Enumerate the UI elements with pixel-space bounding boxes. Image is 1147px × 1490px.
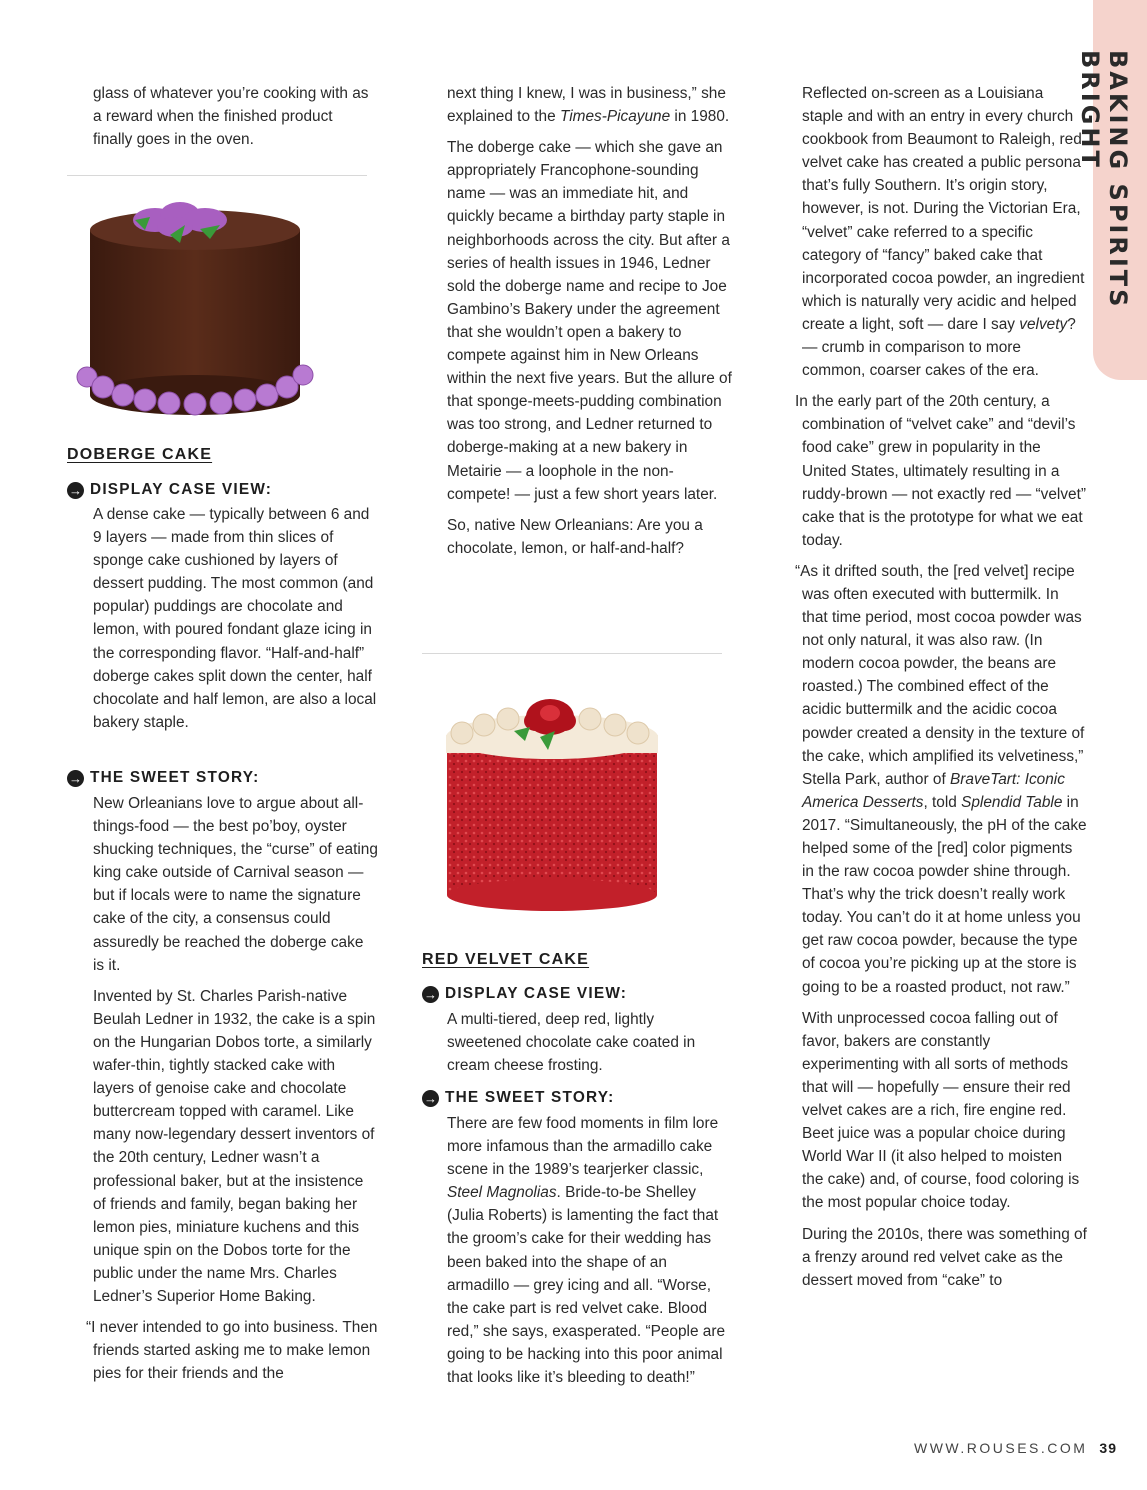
red-velvet-display-heading-label: DISPLAY CASE VIEW: <box>445 985 628 1002</box>
arrow-right-icon: → <box>69 770 82 786</box>
column-3 <box>795 82 1087 1300</box>
doberge-display-heading <box>67 481 272 499</box>
col2-paragraph-1: next thing I knew, I was in business,” she explained to the Times-Picayune in 1980. <box>447 85 730 126</box>
doberge-cake-title: DOBERGE CAKE <box>67 446 213 463</box>
column-2-top <box>447 82 732 568</box>
doberge-story-text <box>86 792 378 1393</box>
arrow-right-icon: → <box>424 1090 437 1106</box>
intro-paragraph: glass of whatever you’re cooking with as a reward when the finished product finally goes in the oven. <box>93 85 369 149</box>
doberge-story-paragraph-1: New Orleanians love to argue about all-things-food — the best po’boy, oyster shucking techniques, the “curse” of eating king cake outside of Carnival season — but if locals were to name the signature cake of the city, a consensus could assuredly be reached the doberge cake is it. <box>93 795 378 974</box>
red-velvet-cake-illustration <box>440 695 665 920</box>
col3-paragraph-5: During the 2010s, there was something of a frenzy around red velvet cake as the dessert moved from “cake” to <box>802 1225 1087 1289</box>
col3-paragraph-1: Reflected on-screen as a Louisiana staple and with an entry in every church cookbook from Beaumont to Raleigh, red velvet cake has created a public persona that’s fully Southern. It’s origin story, however, is not. During the Victorian Era, “velvet” cake referred to a specific category of “fancy” baked cake that incorporated cocoa powder, an ingredient which is naturally very acidic and helped create a light, soft — dare I say velvety? — crumb in comparison to more common, coarser cakes of the era. <box>802 85 1085 380</box>
divider <box>67 175 367 176</box>
arrow-right-icon: → <box>424 986 437 1002</box>
page-number: 39 <box>1099 1440 1117 1456</box>
col2-paragraph-2: The doberge cake — which she gave an appropriately Francophone-sounding name — was an immediate hit, and quickly became a birthday party staple in neighborhoods across the city. But after a series of health issues in 1946, Ledner sold the doberge name and recipe to Joe Gambino’s Bakery under the agreement that she wouldn’t open a bakery to compete against him in New Orleans within the next five years. But the allure of that sponge-meets-pudding combination was too strong, and Ledner returned to doberge-making at a new bakery in Metairie — a loophole in the non-compete! — just a few short years later. <box>447 139 732 503</box>
column-1-intro <box>67 82 372 159</box>
col3-paragraph-2: In the early part of the 20th century, a combination of “velvet cake” and “devil’s food cake” grew in popularity in the United States, ultimately resulting in a ruddy-brown — not exactly red — “velvet” cake that is the prototype for what we eat today. <box>795 393 1086 549</box>
section-tab-label: BAKING SPIRITS BRIGHT <box>1076 50 1132 310</box>
col3-paragraph-3: “As it drifted south, the [red velvet] recipe was often executed with buttermilk. In that time period, most cocoa powder was not only natural, it was also raw. (In modern cocoa powder, the beans are roasted.) The combined effect of the acidic buttermilk and the acidic cocoa powder created a density in the texture of the cake, which amplified its velvetiness,” Stella Park, author of BraveTart: Iconic America Desserts, told Splendid Table in 2017. “Simultaneously, the pH of the cake helped some of the [red] color pigments in the raw cocoa powder shine through. That’s why the trick doesn’t really work today. You can’t do it at home unless you get raw cocoa powder, because the type of cocoa you’re picking up at the store is going to be a roasted product, not raw.” <box>795 562 1087 996</box>
page-footer <box>914 1440 1117 1456</box>
footer-site: WWW.ROUSES.COM <box>913 1440 1088 1456</box>
col3-paragraph-4: With unprocessed cocoa falling out of favor, bakers are constantly experimenting with all sorts of methods that will — hopefully — ensure their red velvet cakes are a rich, fire engine red. Beet juice was a popular choice during World War II (it also helped to moisten the cake) and, of course, food coloring is the most popular choice today. <box>802 1009 1080 1212</box>
doberge-cake-illustration <box>75 195 315 425</box>
arrow-right-icon: → <box>69 482 82 498</box>
doberge-display-text <box>93 503 378 742</box>
red-velvet-display-heading <box>422 985 627 1003</box>
col2-paragraph-3: So, native New Orleanians: Are you a chocolate, lemon, or half-and-half? <box>447 516 703 557</box>
doberge-story-paragraph-2: Invented by St. Charles Parish-native Beulah Ledner in 1932, the cake is a spin on the Hungarian Dobos torte, a similarly wafer-thin, tightly stacked cake with layers of genoise cake and chocolate buttercream topped with caramel. Like many now-legendary dessert inventors of the 20th century, Ledner wasn’t a professional baker, but at the insistence of friends and family, began baking her lemon pies, miniature kuchens and this unique spin on the Dobos torte for the public under the name Mrs. Charles Ledner’s Superior Home Baking. <box>93 987 376 1305</box>
red-velvet-story-paragraph: There are few food moments in film lore more infamous than the armadillo cake scene in the 1989’s tearjerker classic, Steel Magnolias. Bride-to-be Shelley (Julia Roberts) is lamenting the fact that the groom’s cake for their wedding has been baked into the shape of an armadillo — grey icing and all. “Worse, the cake part is red velvet cake. Blood red,” she says, exasperated. “People are going to be hacking into this poor animal that looks like it’s bleeding to death!” <box>447 1115 726 1387</box>
divider <box>422 653 722 654</box>
doberge-display-paragraph: A dense cake — typically between 6 and 9 layers — made from thin slices of sponge cake cushioned by layers of dessert pudding. The most common (and popular) puddings are chocolate and lemon, with poured fondant glaze icing in the corresponding flavor. “Half-and-half” doberge cakes split down the center, half chocolate and half lemon, are also a local bakery staple. <box>93 506 377 731</box>
doberge-story-paragraph-3: “I never intended to go into business. Then friends started asking me to make lemon pies for their friends and the <box>86 1319 378 1383</box>
doberge-story-heading <box>67 769 259 787</box>
doberge-story-heading-label: THE SWEET STORY: <box>90 769 260 786</box>
red-velvet-story-heading <box>422 1089 614 1107</box>
red-velvet-story-text <box>447 1112 732 1397</box>
red-velvet-cake-title: RED VELVET CAKE <box>422 951 590 968</box>
red-velvet-story-heading-label: THE SWEET STORY: <box>445 1089 615 1106</box>
red-velvet-display-text <box>447 1008 712 1085</box>
doberge-display-heading-label: DISPLAY CASE VIEW: <box>90 481 273 498</box>
red-velvet-display-paragraph: A multi-tiered, deep red, lightly sweetened chocolate cake coated in cream cheese frosting. <box>447 1011 696 1075</box>
